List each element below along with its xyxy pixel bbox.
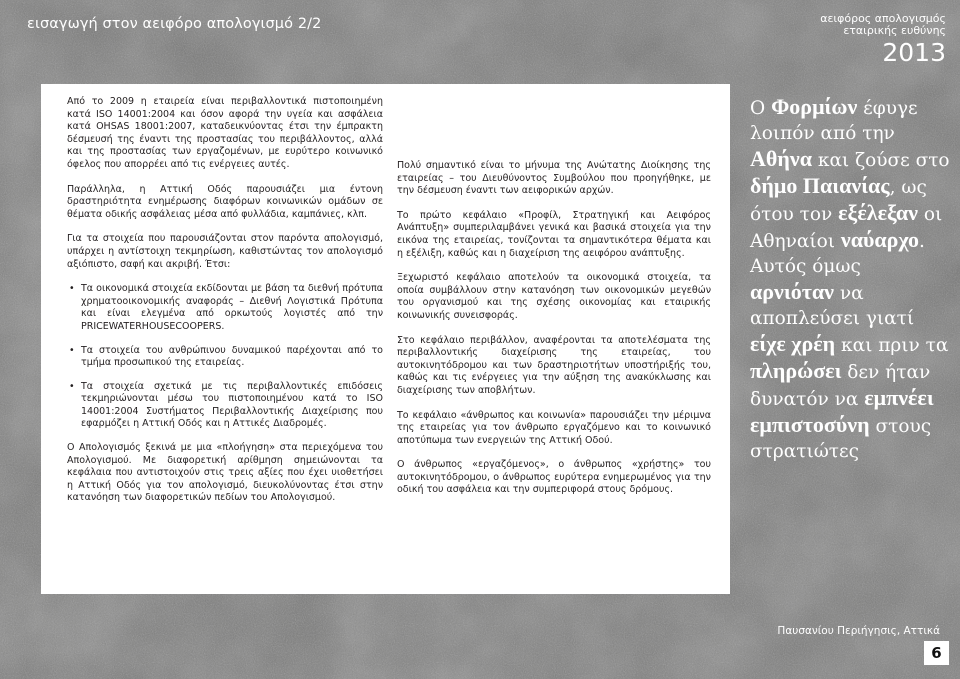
page-number: 6 bbox=[924, 641, 949, 665]
list-item bbox=[67, 283, 383, 333]
report-title-line2: εταιρικής ευθύνης bbox=[843, 24, 946, 37]
list-item bbox=[67, 345, 383, 370]
quote-text: στους στρατιώτες bbox=[750, 416, 932, 462]
pausanias-quote bbox=[750, 94, 950, 464]
quote-emphasis: Αθήνα bbox=[750, 146, 812, 171]
report-title-line1: αειφόρος απολογισμός bbox=[820, 12, 946, 25]
paragraph: Παράλληλα, η Αττική Οδός παρουσιάζει μια έντονη δραστηριότητα ενημέρωσης διαφόρων κοινωνικών ομάδων σε θέματα οδικής ασφάλειας μέσα από φυλλάδια, καμπάνιες, κλπ. bbox=[67, 183, 383, 220]
list-item-text: Τα στοιχεία σχετικά με τις περιβαλλοντικές επιδόσεις τεκμηριώνονται μέσω του πιστοποιημένου κατά το ISO 14001:2004 Συστήματος Περιβαλλοντικής Διαχείρισης που εφαρμόζει η Αττική Οδός και η Αττικές Διαδρομές. bbox=[81, 380, 383, 430]
paragraph: Στο κεφάλαιο περιβάλλον, αναφέρονται τα αποτελέσματα της περιβαλλοντικής διαχείρισης της εταιρείας, του αυτοκινητόδρομου και των δραστηριοτήτων υποστήριξής του, καθώς και τις ενέργειες για την αύξηση της ανακύκλωσης και διαχείρισης των αποβλήτων. bbox=[397, 334, 711, 396]
quote-text: δεν ήταν δυνατόν να bbox=[750, 362, 931, 410]
quote-text: Ο bbox=[750, 98, 766, 119]
quote-text: έφυγε λοιπόν από την bbox=[750, 98, 918, 144]
paragraph: Ο άνθρωπος «εργαζόμενος», ο άνθρωπος «χρήστης» του αυτοκινητόδρομου, ο άνθρωπος ευρύτερα ενημερωμένος για την οδική του ασφάλεια και την συμπεριφορά στους δρόμους. bbox=[397, 459, 711, 496]
quote-emphasis: είχε χρέη bbox=[750, 331, 836, 356]
bullet-icon: • bbox=[69, 344, 75, 356]
quote-text: οι Αθηναίοι bbox=[750, 204, 943, 252]
text-column-1 bbox=[67, 96, 383, 517]
report-header bbox=[820, 13, 946, 67]
bullet-icon: • bbox=[69, 283, 75, 295]
quote-text: ως ότου τον bbox=[750, 177, 927, 225]
quote-emphasis: δήμο Παιανίας bbox=[750, 173, 890, 198]
bullet-list bbox=[67, 283, 383, 431]
list-item bbox=[67, 381, 383, 431]
report-year: 2013 bbox=[882, 38, 946, 67]
list-item-text: Τα οικονομικά στοιχεία εκδίδονται με βάση τα διεθνή πρότυπα χρηματοοικονομικής αναφοράς – Διεθνή Λογιστικά Πρότυπα και είναι ελεγμένα από ορκωτούς λογιστές από την PRICEWATERHOUSECOOPERS. bbox=[81, 283, 383, 332]
quote-emphasis: ναύαρχο bbox=[840, 227, 919, 252]
paragraph: Το κεφάλαιο «άνθρωπος και κοινωνία» παρουσιάζει την μέριμνα της εταιρείας για τον άνθρωπο εργαζόμενο και το κοινωνικό αποτύπωμα των ενεργειών της Αττική Οδού. bbox=[397, 409, 711, 446]
paragraph: Για τα στοιχεία που παρουσιάζονται στον παρόντα απολογισμό, υπάρχει η αντίστοιχη τεκμηρίωση, καθιστώντας τον απολογισμό αξιόπιστο, σαφή και ακριβή. Έτσι: bbox=[67, 233, 383, 270]
text-column-2 bbox=[397, 160, 711, 509]
paragraph: Το πρώτο κεφάλαιο «Προφίλ, Στρατηγική και Αειφόρος Ανάπτυξη» συμπεριλαμβάνει γενικά και βασικά στοιχεία για την εικόνα της εταιρείας, τονίζονται τα σημαντικότερα θέματα και η εξέλιξη, καθώς και η διαχείριση της αειφόρου ανάπτυξης. bbox=[397, 209, 711, 259]
quote-text: , bbox=[889, 177, 896, 198]
quote-emphasis: αρνιόταν bbox=[750, 279, 834, 304]
quote-text: και πριν τα bbox=[841, 335, 949, 356]
quote-emphasis: Φορμίων bbox=[771, 94, 858, 119]
text-panel bbox=[41, 84, 730, 594]
quote-text: . Αυτός όμως bbox=[750, 231, 925, 277]
paragraph: Πολύ σημαντικό είναι το μήνυμα της Ανώτατης Διοίκησης της εταιρείας – του Διευθύνοντος Συμβούλου που προηγήθηκε, με την δέσμευση έναντι των αειφορικών αρχών. bbox=[397, 160, 711, 197]
quote-text: και ζούσε στο bbox=[817, 150, 950, 171]
quote-text: να αποπλεύσει γιατί bbox=[750, 283, 915, 329]
quote-emphasis: εξέλεξαν bbox=[838, 200, 918, 225]
quote-emphasis: εμπνέει εμπιστοσύνη bbox=[750, 385, 934, 437]
paragraph: Ξεχωριστό κεφάλαιο αποτελούν τα οικονομικά στοιχεία, τα οποία συμβάλλουν στην κατανόηση των οικονομικών μεγεθών του οργανισμού και της σχέσης οικονομίας και εταιρικής κοινωνικής συνεισφοράς. bbox=[397, 272, 711, 321]
bullet-icon: • bbox=[69, 380, 75, 392]
paragraph: Από το 2009 η εταιρεία είναι περιβαλλοντικά πιστοποιημένη κατά ISO 14001:2004 και όσον αφορά την υγεία και ασφάλεια κατά OHSAS 18001:2007, καταδεικνύοντας έτσι την έμπρακτη δέσμευσή της έναντι της προστασίας του περιβάλλοντος, αλλά και της προστασίας των εργαζομένων, με ευρύτερο κοινωνικό όφελος που απορρέει από τις ενέργειες αυτές. bbox=[67, 96, 383, 170]
quote-source: Παυσανίου Περιήγησις, Αττικά bbox=[777, 625, 940, 637]
section-title: εισαγωγή στον αειφόρο απολογισμό 2/2 bbox=[27, 16, 322, 32]
list-item-text: Τα στοιχεία του ανθρώπινου δυναμικού παρέχονται από το τμήμα προσωπικού της εταιρείας. bbox=[81, 344, 383, 369]
paragraph: Ο Απολογισμός ξεκινά με μια «πλοήγηση» στα περιεχόμενα του Απολογισμού. Με διαφορετική αρίθμηση σημειώνονται τα κεφάλαια που αντιστοιχούν στις τρεις αξίες που έχει υιοθετήσει η Αττική Οδός για τον απολογισμό, διευκολύνοντας έτσι στην κατανόηση των διαφορετικών πεδίων του Απολογισμού. bbox=[67, 442, 383, 504]
quote-emphasis: πληρώσει bbox=[750, 358, 842, 383]
